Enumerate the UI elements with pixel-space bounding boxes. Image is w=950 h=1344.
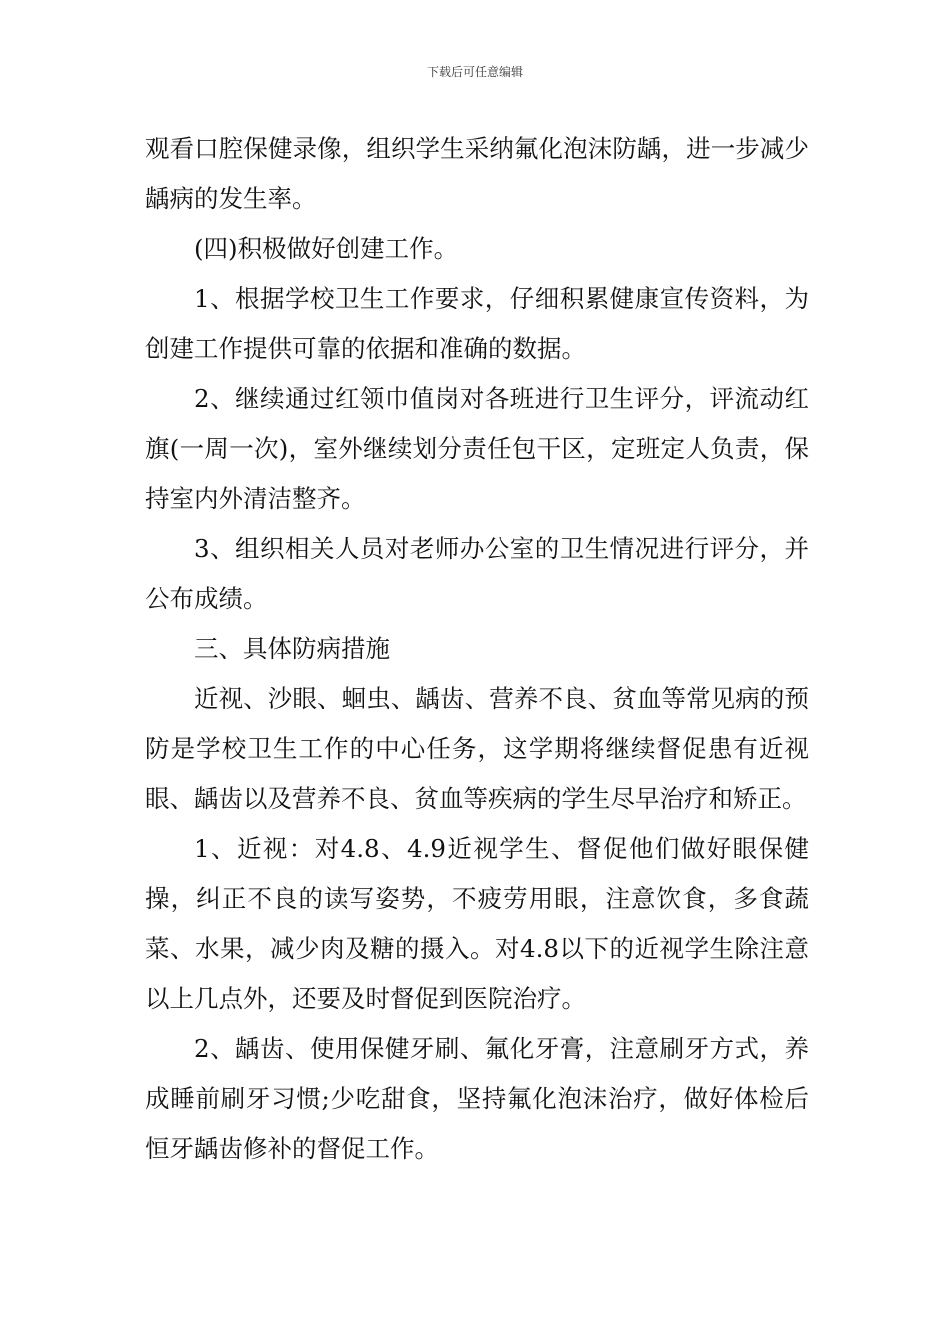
- paragraph-3: 1、根据学校卫生工作要求，仔细积累健康宣传资料，为创建工作提供可靠的依据和准确的数据。: [145, 284, 809, 363]
- paragraph-2: (四)积极做好创建工作。: [194, 234, 459, 263]
- document-body: [145, 124, 809, 1174]
- section-heading: 三、具体防病措施: [194, 634, 390, 663]
- page-header-note: 下载后可任意编辑: [426, 65, 523, 79]
- paragraph-8: 1、近视：对4.8、4.9近视学生、督促他们做好眼保健操，纠正不良的读写姿势，不疲劳用眼，注意饮食，多食蔬菜、水果，减少肉及糖的摄入。对4.8以下的近视学生除注意以上几点外，还要及时督促到医院治疗。: [145, 834, 809, 1013]
- paragraph-4: 2、继续通过红领巾值岗对各班进行卫生评分，评流动红旗(一周一次)，室外继续划分责任包干区，定班定人负责，保持室内外清洁整齐。: [145, 384, 809, 513]
- paragraph-5: 3、组织相关人员对老师办公室的卫生情况进行评分，并公布成绩。: [145, 534, 809, 613]
- paragraph-1: 观看口腔保健录像，组织学生采纳氟化泡沫防龋，进一步减少龋病的发生率。: [145, 134, 809, 213]
- paragraph-9: 2、龋齿、使用保健牙刷、氟化牙膏，注意刷牙方式，养成睡前刷牙习惯;少吃甜食，坚持氟化泡沫治疗，做好体检后恒牙龋齿修补的督促工作。: [145, 1034, 809, 1163]
- paragraph-7: 近视、沙眼、蛔虫、龋齿、营养不良、贫血等常见病的预防是学校卫生工作的中心任务，这学期将继续督促患有近视眼、龋齿以及营养不良、贫血等疾病的学生尽早治疗和矫正。: [145, 684, 809, 813]
